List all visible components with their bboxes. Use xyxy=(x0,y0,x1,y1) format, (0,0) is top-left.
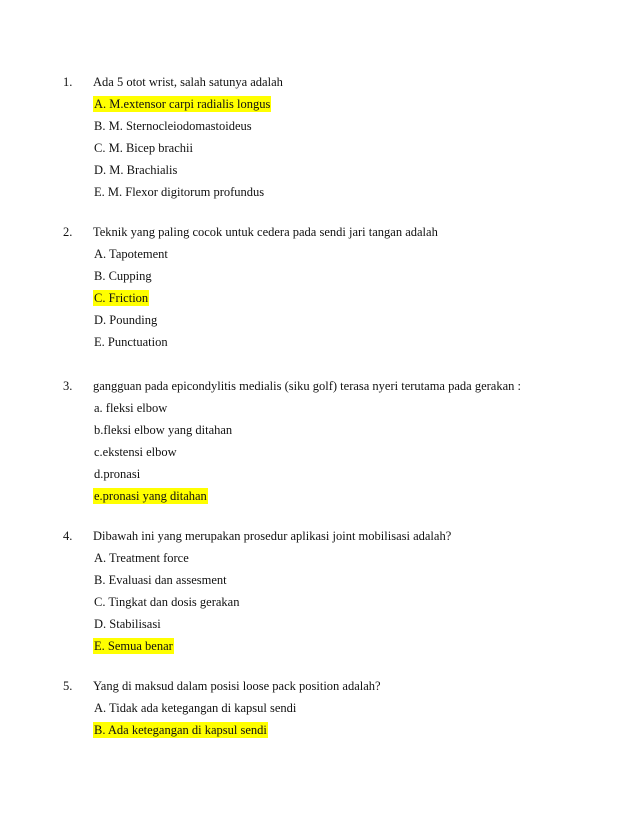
option-text: B. M. Sternocleiodomastoideus xyxy=(94,119,252,133)
option-text: D. Stabilisasi xyxy=(94,617,161,631)
option-c xyxy=(93,442,178,462)
option-e xyxy=(93,182,265,202)
option-b xyxy=(93,720,268,740)
option-d xyxy=(93,160,178,180)
option-text: e.pronasi yang ditahan xyxy=(94,489,207,503)
option-d xyxy=(93,614,162,634)
option-text: E. Semua benar xyxy=(94,639,173,653)
option-a xyxy=(93,548,190,568)
question-number: 1. xyxy=(63,75,73,89)
option-d xyxy=(93,464,141,484)
question-text: Ada 5 otot wrist, salah satunya adalah xyxy=(93,75,283,89)
option-b xyxy=(93,570,228,590)
question-text: Teknik yang paling cocok untuk cedera pada sendi jari tangan adalah xyxy=(93,225,438,239)
option-text: D. Pounding xyxy=(94,313,158,327)
option-text: A. M.extensor carpi radialis longus xyxy=(94,97,271,111)
option-text: c.ekstensi elbow xyxy=(94,445,177,459)
option-e xyxy=(93,332,169,352)
option-text: A. Tapotement xyxy=(94,247,168,261)
option-a xyxy=(93,244,169,264)
option-text: B. Evaluasi dan assesment xyxy=(94,573,227,587)
option-text: B. Ada ketegangan di kapsul sendi xyxy=(94,723,267,737)
option-e xyxy=(93,636,174,656)
option-a xyxy=(93,698,297,718)
question-number: 4. xyxy=(63,529,73,543)
question-number: 2. xyxy=(63,225,73,239)
option-text: B. Cupping xyxy=(94,269,152,283)
option-a xyxy=(93,398,168,418)
option-b xyxy=(93,420,233,440)
option-b xyxy=(93,116,253,136)
option-text: C. Friction xyxy=(94,291,149,305)
option-text: D. M. Brachialis xyxy=(94,163,178,177)
question-text: Dibawah ini yang merupakan prosedur aplikasi joint mobilisasi adalah? xyxy=(93,529,452,543)
option-text: A. Treatment force xyxy=(94,551,189,565)
question-number: 5. xyxy=(63,679,73,693)
option-b xyxy=(93,266,153,286)
option-text: C. M. Bicep brachii xyxy=(94,141,193,155)
option-text: a. fleksi elbow xyxy=(94,401,168,415)
option-c xyxy=(93,592,240,612)
option-text: d.pronasi xyxy=(94,467,141,481)
option-a xyxy=(93,94,271,114)
option-d xyxy=(93,310,158,330)
option-text: b.fleksi elbow yang ditahan xyxy=(94,423,233,437)
option-text: E. M. Flexor digitorum profundus xyxy=(94,185,265,199)
option-text: C. Tingkat dan dosis gerakan xyxy=(94,595,240,609)
option-c xyxy=(93,138,194,158)
question-text: Yang di maksud dalam posisi loose pack position adalah? xyxy=(93,679,381,693)
question-number: 3. xyxy=(63,379,73,393)
option-text: A. Tidak ada ketegangan di kapsul sendi xyxy=(94,701,297,715)
option-text: E. Punctuation xyxy=(94,335,168,349)
question-text: gangguan pada epicondylitis medialis (siku golf) terasa nyeri terutama pada gerakan : xyxy=(93,379,521,393)
option-c xyxy=(93,288,149,308)
option-e xyxy=(93,486,208,506)
